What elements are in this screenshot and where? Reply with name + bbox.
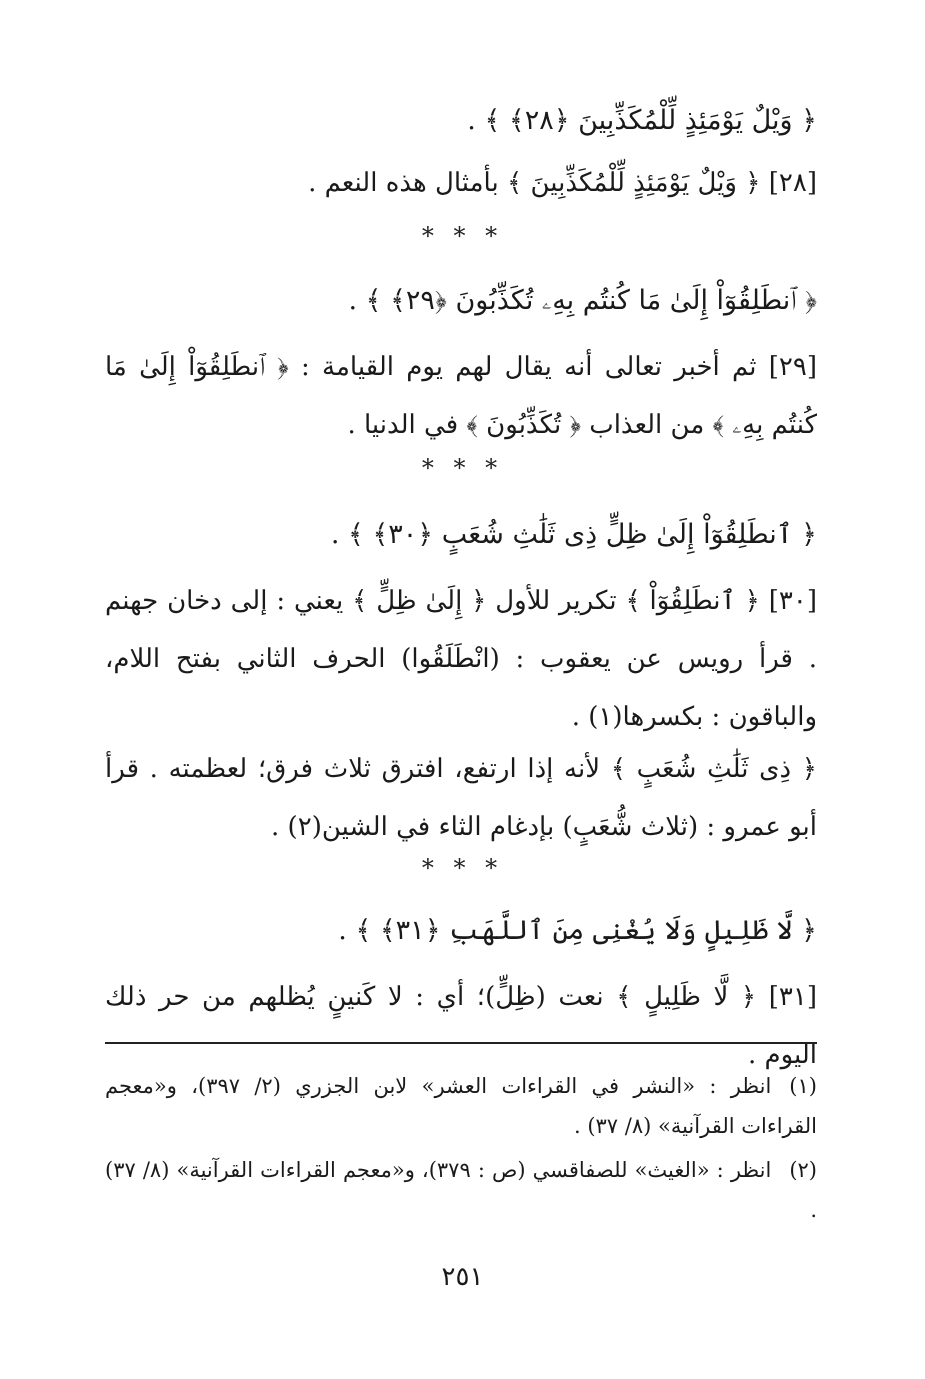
page-number: ٢٥١: [441, 1262, 484, 1292]
footnote-2: [105, 1150, 817, 1230]
footnote-divider: [105, 1042, 817, 1044]
section-separator: * * *: [421, 222, 504, 250]
footnote-text: انظر : «النشر في القراءات العشر» لابن الجزري (٢/ ٣٩٧)، و«معجم القراءات القرآنية» (٨/ ٣٧) .: [105, 1074, 817, 1138]
section-separator: * * *: [421, 854, 504, 882]
verse-29: ﴿ ٱنطَلِقُوٓاْ إِلَىٰ مَا كُنتُم بِهِۦ تُكَذِّبُونَ ﴿٢٩﴾ ﴾ .: [348, 285, 817, 316]
commentary-28: [٢٨] ﴿ وَيْلٌ يَوْمَئِذٍ لِّلْمُكَذِّبِينَ ﴾ بأمثال هذه النعم .: [308, 168, 817, 198]
footnote-number: (٢): [789, 1158, 817, 1182]
verse-30: ﴿ ٱنطَلِقُوٓاْ إِلَىٰ ظِلٍّ ذِى ثَلَٰثِ شُعَبٍ ﴿٣٠﴾ ﴾ .: [330, 519, 817, 550]
section-separator: * * *: [421, 454, 504, 482]
commentary-31: [٣١] ﴿ لَّا ظَلِيلٍ ﴾ نعت (ظِلٍّ)؛ أي : لا كَنينٍ يُظلهم من حر ذلك اليوم .: [105, 982, 817, 1070]
footnote-1: [105, 1066, 817, 1146]
footnote-number: (١): [789, 1074, 817, 1098]
commentary-30-continued: ﴿ ذِى ثَلَٰثِ شُعَبٍ ﴾ لأنه إذا ارتفع، افترق ثلاث فرق؛ لعظمته . قرأ أبو عمرو : (ثلاث شُّعَبٍ) بإدغام الثاء في الشين(٢) .: [105, 754, 817, 842]
verse-28: ﴿ وَيْلٌ يَوْمَئِذٍ لِّلْمُكَذِّبِينَ ﴿٢٨﴾ ﴾ .: [467, 105, 817, 136]
commentary-30: [٣٠] ﴿ ٱنطَلِقُوٓاْ ﴾ تكرير للأول ﴿ إِلَىٰ ظِلٍّ ﴾ يعني : إلى دخان جهنم . قرأ رويس عن يعقوب : (انْطَلَقُوا) الحرف الثاني بفتح اللام، والباقون : بكسرها(١) .: [105, 586, 817, 732]
commentary-29: [٢٩] ثم أخبر تعالى أنه يقال لهم يوم القيامة : ﴿ ٱنطَلِقُوٓاْ إِلَىٰ مَا كُنتُم بِهِۦ ﴾ من العذاب ﴿ تُكَذِّبُونَ ﴾ في الدنيا .: [105, 352, 817, 440]
verse-31: ﴿ لَّا ظَلِيلٍ وَلَا يُغْنِى مِنَ ٱللَّهَبِ ﴿٣١﴾ ﴾ .: [338, 915, 817, 946]
footnote-text: انظر : «الغيث» للصفاقسي (ص : ٣٧٩)، و«معجم القراءات القرآنية» (٨/ ٣٧) .: [105, 1158, 817, 1222]
